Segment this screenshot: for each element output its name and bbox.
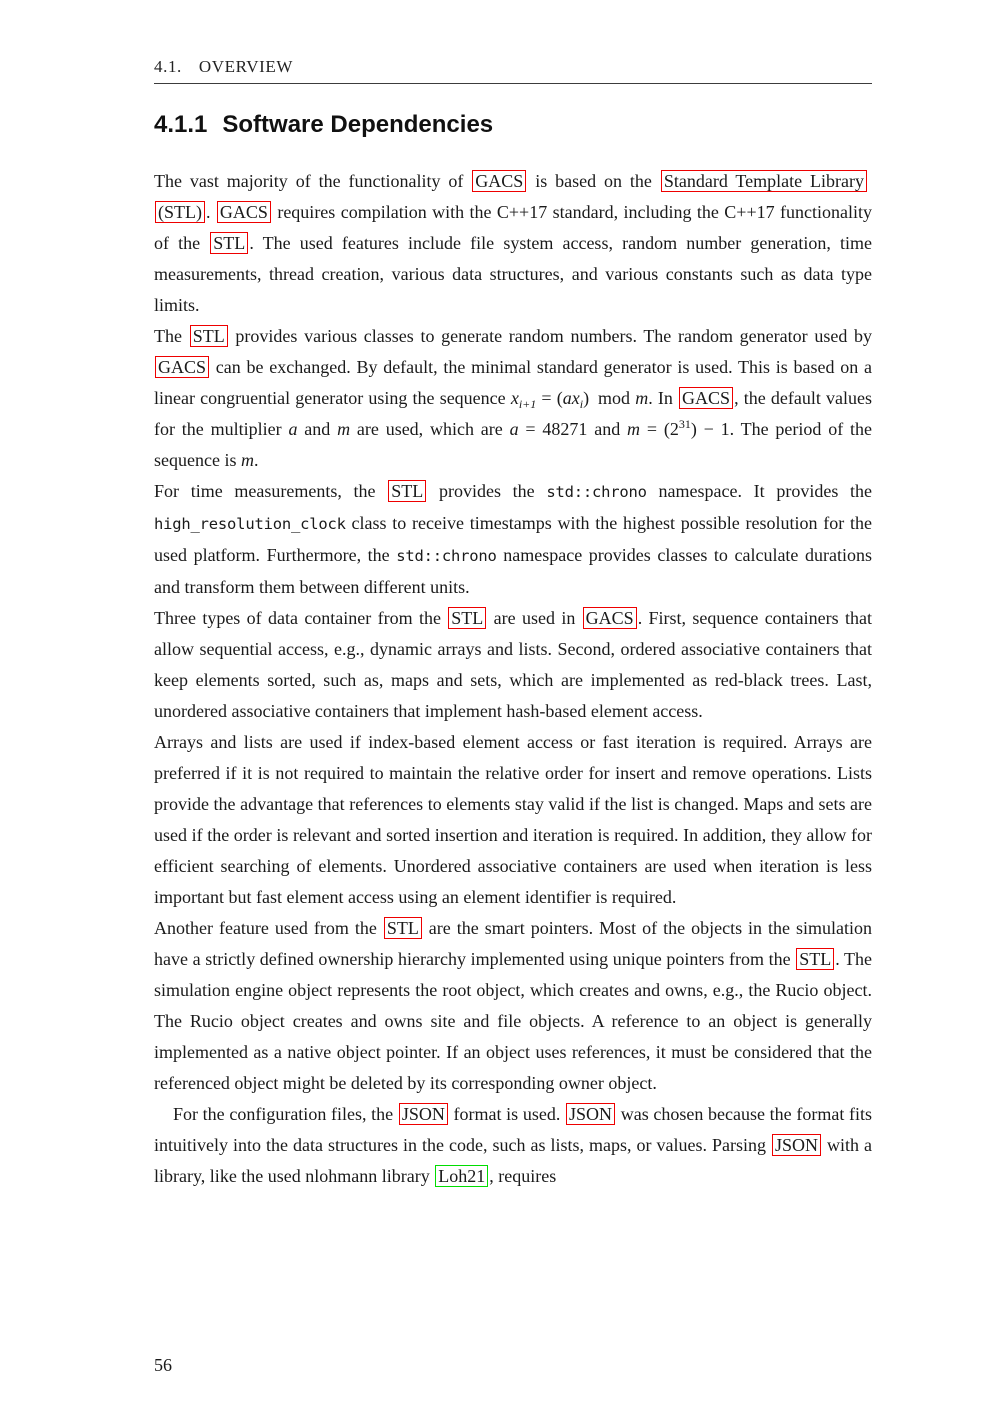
math-variable: m <box>635 388 649 408</box>
link-gacs[interactable]: GACS <box>472 170 526 192</box>
page-number: 56 <box>154 1355 172 1375</box>
math-variable: i <box>579 397 584 411</box>
section-heading-title: Software Dependencies <box>222 111 494 138</box>
link-gacs[interactable]: GACS <box>217 201 271 223</box>
header-section-title: OVERVIEW <box>198 57 293 76</box>
math-variable: i+1 <box>518 397 537 411</box>
link-stl[interactable]: STL <box>388 480 426 502</box>
paragraph: For the configuration files, the JSON format is used. JSON was chosen because the format fits intuitively into the data structures in the code, such as lists, maps, or values. Parsing JSON with a library, like the used nlohmann library Loh21 , requires <box>154 1104 873 1186</box>
paragraph: The STL provides various classes to generate random numbers. The random generator used by GACS can be exchanged. By default, the minimal standard generator is used. This is based on a linear congruential generator using the sequence $x_{i+1} = (ax_i)$ mod m. In GACS , the default values for the multiplier a and m are used, which are a = 48271 and $m = (2^{31}) - 1$. The period of the sequence is m. <box>154 326 873 470</box>
body-text <box>154 166 872 1192</box>
math-variable: m <box>337 419 351 439</box>
link-standard-template-library-stl[interactable]: Standard Template Library (STL) <box>155 170 867 223</box>
math-variable: a <box>509 419 519 439</box>
section-heading <box>154 111 493 139</box>
header-rule <box>154 83 872 84</box>
header-section-number: 4.1. <box>154 57 182 76</box>
running-header <box>154 57 872 84</box>
math-variable: a <box>288 419 298 439</box>
section-heading-number: 4.1.1 <box>154 111 208 138</box>
paragraph: Another feature used from the STL are the smart pointers. Most of the objects in the simulation have a strictly defined ownership hierarchy implemented using unique pointers from the STL . The simulation engine object represents the root object, which creates and owns, e.g., the Rucio object. The Rucio object creates and owns site and file objects. A reference to an object is generally implemented as a native object pointer. If an object uses references, it must be considered that the referenced object might be deleted by its corresponding owner object. <box>154 918 872 1093</box>
link-json[interactable]: JSON <box>772 1134 821 1156</box>
paragraph: For time measurements, the STL provides the std::chrono namespace. It provides the high_resolution_clock class to receive timestamps with the highest possible resolution for the used platform. Furthermore, the std::chrono namespace provides classes to calculate durations and transform them between different units. <box>154 481 873 597</box>
math-superscript: 31 <box>678 417 691 431</box>
math-variable: m <box>627 419 641 439</box>
link-gacs[interactable]: GACS <box>583 607 637 629</box>
page-footer <box>154 1355 172 1376</box>
link-stl[interactable]: STL <box>796 948 834 970</box>
inline-code: std::chrono <box>396 547 497 565</box>
link-stl[interactable]: STL <box>448 607 486 629</box>
math-variable: m <box>240 450 254 470</box>
citation-loh21[interactable]: Loh21 <box>435 1165 488 1187</box>
math-subscript <box>519 397 536 411</box>
math-subscript <box>580 397 583 411</box>
link-gacs[interactable]: GACS <box>679 387 733 409</box>
paragraph: The vast majority of the functionality of GACS is based on the Standard Template Library (STL) . GACS requires compilation with the C++17 standard, including the C++17 functionality of the STL . The used features include file system access, random number generation, time measurements, thread creation, various data structures, and various constants such as data type limits. <box>154 171 872 315</box>
math-variable: x <box>510 388 519 408</box>
link-stl[interactable]: STL <box>210 232 248 254</box>
paragraph: Three types of data container from the STL are used in GACS . First, sequence containers that allow sequential access, e.g., dynamic arrays and lists. Second, ordered associative containers that keep elements sorted, such as, maps and sets, which are implemented as red-black trees. Last, unordered associative containers that implement hash-based element access. <box>154 608 873 721</box>
link-stl[interactable]: STL <box>190 325 228 347</box>
running-header-line <box>154 57 872 77</box>
math-variable: ax <box>562 388 580 408</box>
link-stl[interactable]: STL <box>384 917 422 939</box>
link-json[interactable]: JSON <box>566 1103 615 1125</box>
paragraph: Arrays and lists are used if index-based element access or fast iteration is required. Arrays are preferred if it is not required to maintain the relative order for insert and remove operations. Lists provide the advantage that references to elements stay valid if the list is changed. Maps and sets are used if the order is relevant and sorted insertion and iteration is required. In addition, they allow for efficient searching of elements. Unordered associative containers are used when iteration is less important but fast element access using an element identifier is required. <box>154 732 872 907</box>
inline-code: std::chrono <box>546 483 647 501</box>
link-gacs[interactable]: GACS <box>155 356 209 378</box>
link-json[interactable]: JSON <box>399 1103 448 1125</box>
inline-code: high_resolution_clock <box>154 515 346 533</box>
